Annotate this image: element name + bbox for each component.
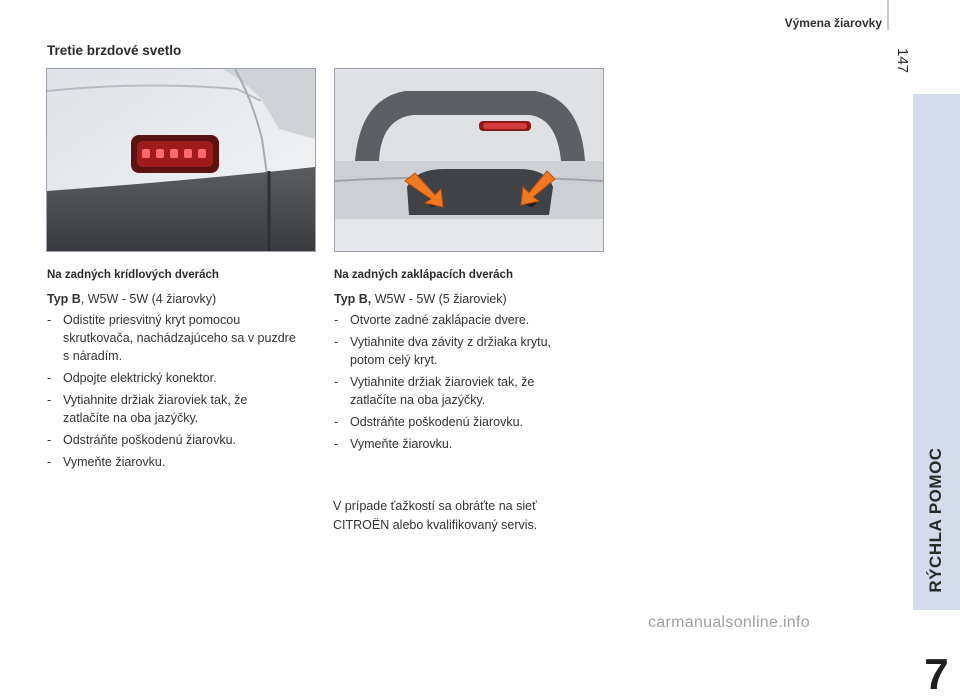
brake-light-tailgate-photo: [334, 68, 604, 252]
list-item: - Odstráňte poškodenú žiarovku.: [334, 415, 524, 429]
service-note: V prípade ťažkostí sa obráťte na sieť CITROËN alebo kvalifikovaný servis.: [333, 499, 538, 532]
bulb-type-value: W5W - 5W (5 žiaroviek): [371, 292, 507, 306]
header-divider: [887, 0, 889, 30]
list-item: - Otvorte zadné zaklápacie dvere.: [334, 313, 530, 327]
brake-light-barn-door-photo: [46, 68, 316, 252]
tailgate-steps: [334, 311, 584, 453]
list-item: - Odistite priesvitný kryt pomocou skrutkovača, nachádzajúceho sa v puzdre s náradím.: [47, 313, 296, 363]
list-item: - Odstráňte poškodenú žiarovku.: [47, 433, 237, 447]
tailgate-instructions: [334, 266, 584, 457]
chapter-number: 7: [924, 650, 949, 699]
barn-door-heading: Na zadných krídlových dverách: [47, 269, 219, 281]
barn-door-instructions: [47, 266, 297, 475]
header-title: Výmena žiarovky: [784, 16, 882, 30]
section-title: Tretie brzdové svetlo: [47, 43, 182, 58]
page-number: 147: [894, 48, 911, 74]
barn-door-steps: [47, 311, 297, 471]
list-item: - Vytiahnite dva závity z držiaka krytu, potom celý kryt.: [334, 335, 552, 367]
chapter-side-tab: [913, 94, 960, 699]
list-item: - Vymeňte žiarovku.: [47, 455, 166, 469]
chapter-label: RÝCHLA POMOC: [926, 447, 945, 593]
tailgate-heading: Na zadných zaklápacích dverách: [334, 269, 513, 281]
bulb-type-value: , W5W - 5W (4 žiarovky): [80, 292, 217, 306]
bulb-type-label: Typ B,: [334, 292, 372, 306]
tailgate-bulb-type: [334, 290, 584, 308]
list-item: - Vymeňte žiarovku.: [334, 437, 453, 451]
bulb-type-label: Typ B: [47, 292, 81, 306]
barn-door-bulb-type: [47, 290, 297, 308]
list-item: - Vytiahnite držiak žiaroviek tak, že zatlačíte na oba jazýčky.: [334, 375, 535, 407]
list-item: - Vytiahnite držiak žiaroviek tak, že zatlačíte na oba jazýčky.: [47, 393, 248, 425]
watermark: carmanualsonline.info: [648, 614, 810, 631]
list-item: - Odpojte elektrický konektor.: [47, 371, 217, 385]
